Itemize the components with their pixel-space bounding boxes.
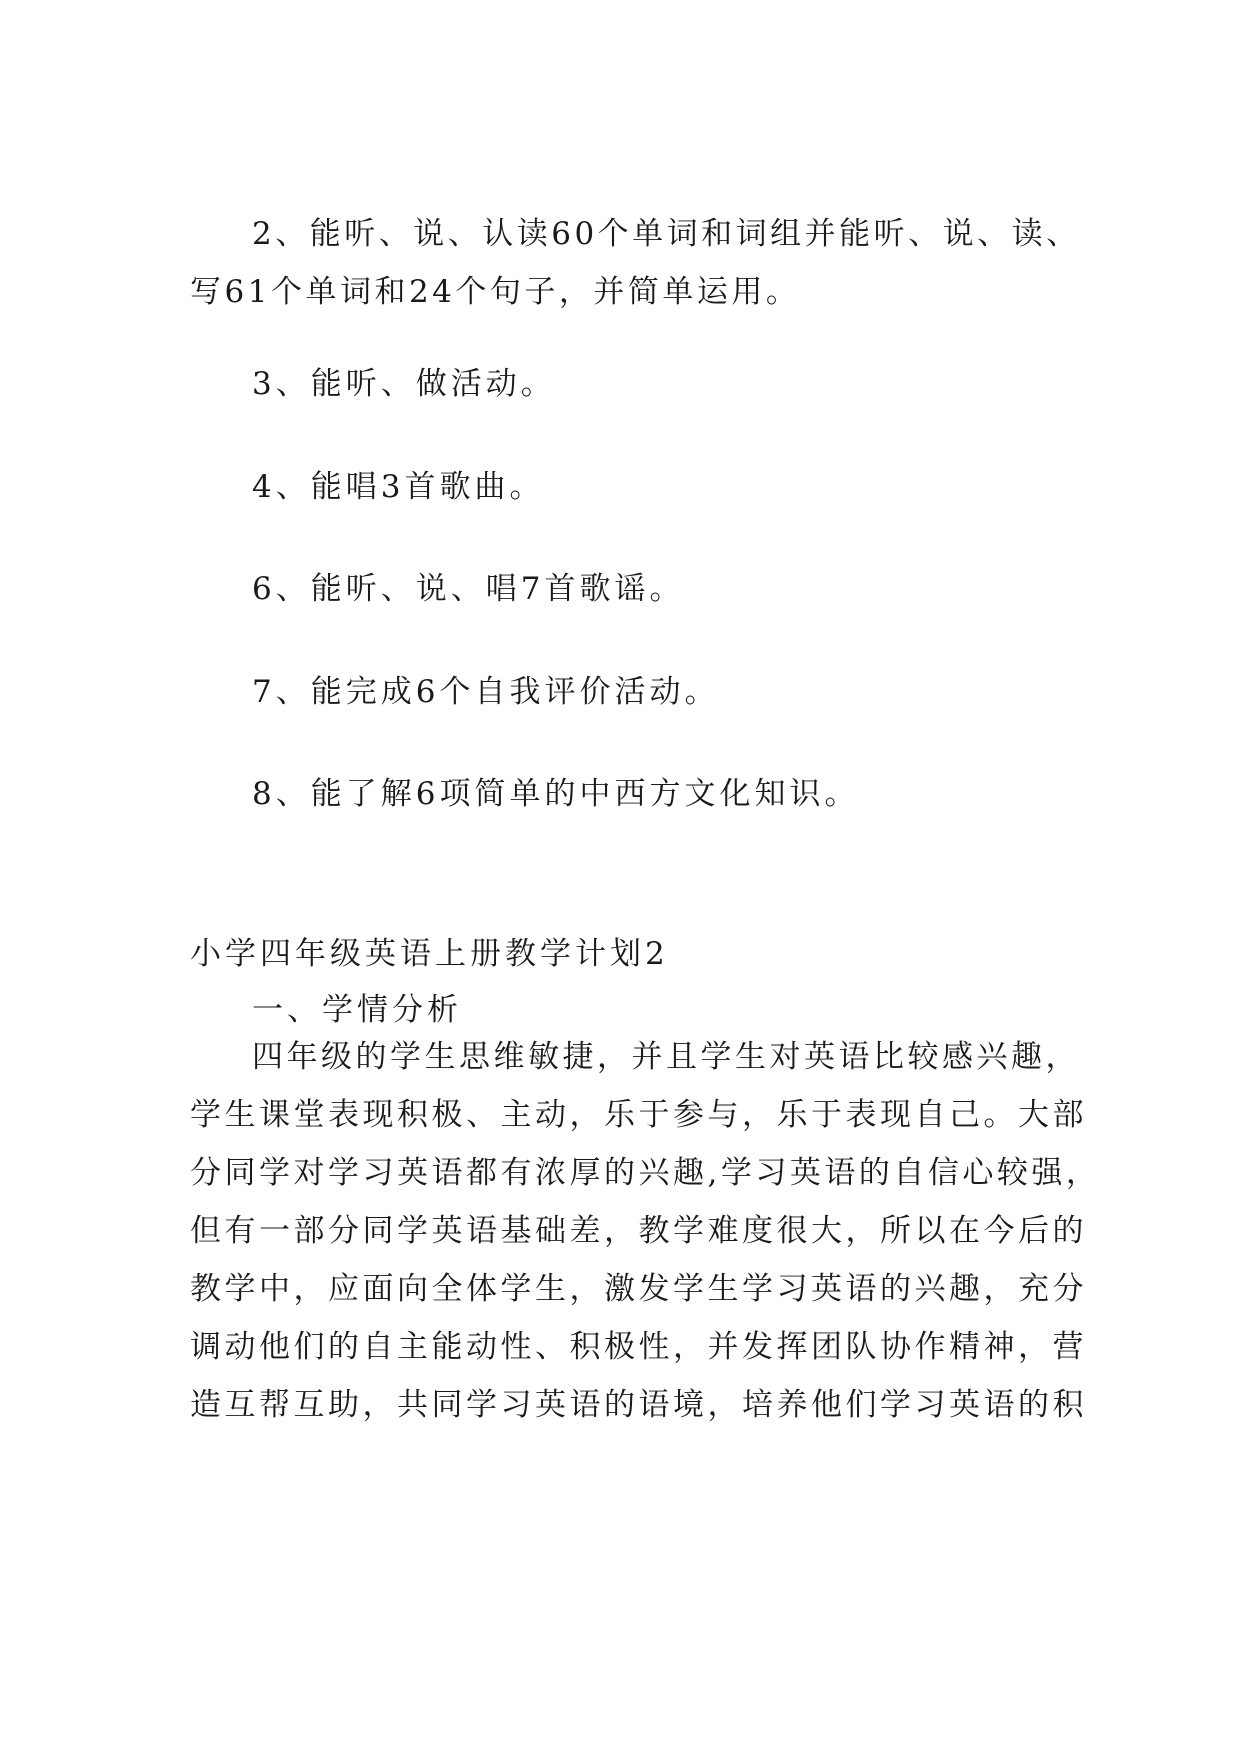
list-item-2-line-1: 2、能听、说、认读60个单词和词组并能听、说、读、: [252, 216, 1081, 252]
document-title: 小学四年级英语上册教学计划2: [190, 936, 669, 972]
paragraph-line: 调动他们的自主能动性、积极性，并发挥团队协作精神，营: [190, 1329, 1087, 1365]
list-item-7: 7、能完成6个自我评价活动。: [252, 674, 720, 710]
paragraph-line: 分同学对学习英语都有浓厚的兴趣,学习英语的自信心较强，: [190, 1155, 1101, 1191]
paragraph-line: 学生课堂表现积极、主动，乐于参与，乐于表现自己。大部: [190, 1097, 1087, 1133]
section-heading: 一、学情分析: [252, 992, 462, 1028]
list-item-8: 8、能了解6项简单的中西方文化知识。: [252, 776, 860, 812]
list-item-4: 4、能唱3首歌曲。: [252, 469, 545, 505]
paragraph-line: 造互帮互助，共同学习英语的语境，培养他们学习英语的积: [190, 1387, 1087, 1423]
paragraph-line: 教学中，应面向全体学生，激发学生学习英语的兴趣，充分: [190, 1271, 1087, 1307]
list-item-2-line-2: 写61个单词和24个句子，并简单运用。: [190, 274, 801, 310]
paragraph-line: 但有一部分同学英语基础差，教学难度很大，所以在今后的: [190, 1213, 1087, 1249]
list-item-2: [190, 205, 1081, 321]
list-item-6: 6、能听、说、唱7首歌谣。: [252, 571, 685, 607]
list-item-3: 3、能听、做活动。: [252, 366, 556, 402]
paragraph-line: 四年级的学生思维敏捷，并且学生对英语比较感兴趣，: [252, 1039, 1080, 1075]
body-paragraph: [190, 1028, 1101, 1434]
